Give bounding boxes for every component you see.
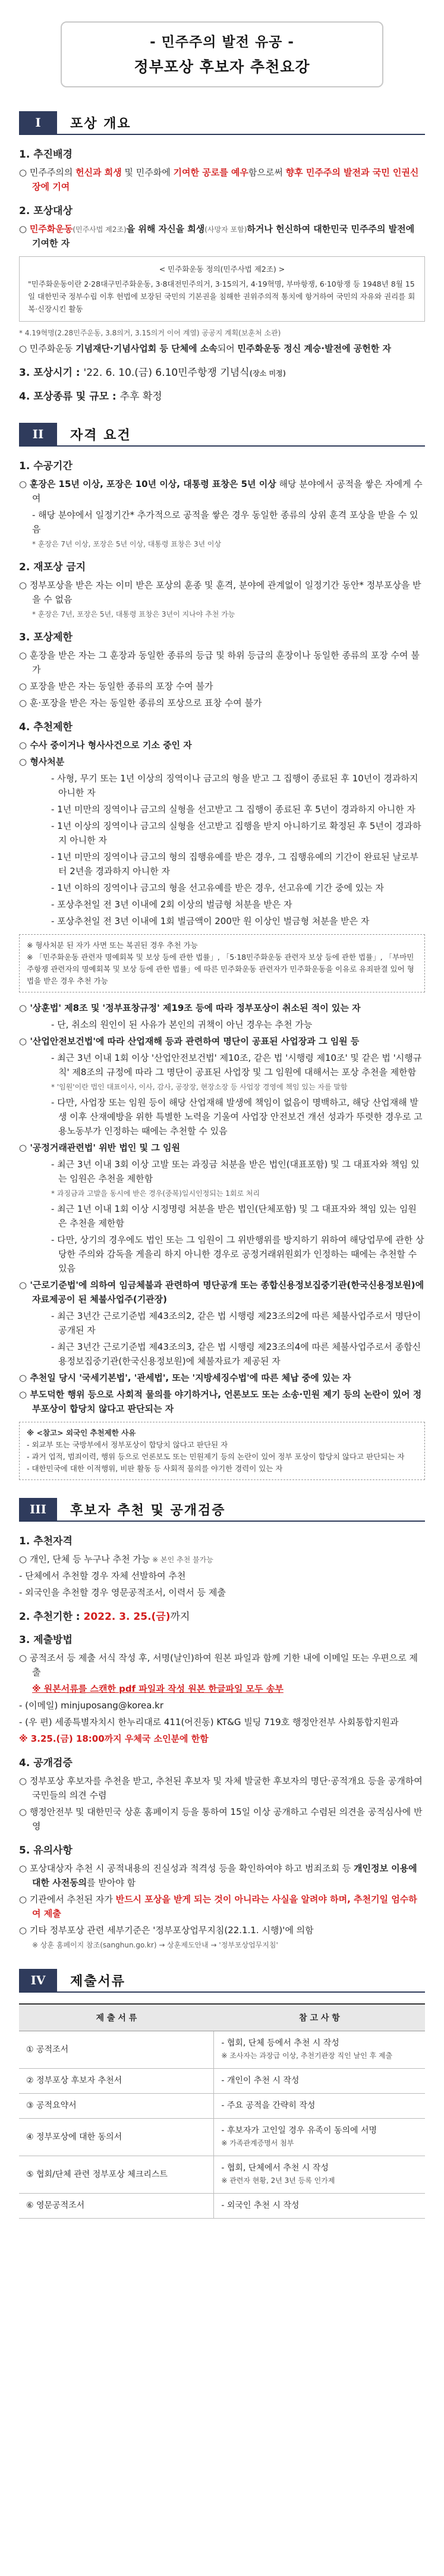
document-note: - 주요 공적을 간략히 작성	[221, 2101, 316, 2110]
criminal-note-box	[19, 934, 425, 992]
table-row	[19, 2119, 425, 2156]
wage-item: - 최근 3년간 근로기준법 제43조의2, 같은 법 시행령 제23조의2에 따른 체불사업주로서 명단이 공개된 자	[51, 1311, 421, 1336]
restriction-3: ○ 훈·포장을 받은 자는 동일한 종류의 포상으로 표창 수여 불가	[19, 698, 262, 708]
limit-criminal: ○ 형사처분	[19, 756, 65, 767]
safety-item: - 최근 3년 이내 1회 이상 '산업안전보건법' 제10조, 같은 법 '시행령 제10조' 및 같은 법 '시행규칙' 제8조의 규정에 따라 그 명단이 공표된 사업장 및 그 임원에 대해서는 포상 추천을 제한함	[51, 1053, 422, 1077]
service-period-text: ○ 훈장은 15년 이상, 포장은 10년 이상, 대통령 표창은 5년 이상 해당 분야에서 공적을 쌓은 자에게 수여	[19, 479, 423, 504]
column-header-notes: 참 고 사 항	[214, 2004, 425, 2031]
safety-item: - 다만, 사업장 또는 임원 등이 해당 산업재해 발생에 책임이 없음이 명백하고, 해당 산업재해 발생 이후 산재예방을 위한 특별한 노력을 기울여 사업장 안전보건 개선 성과가 뚜렷한 경우로 고용노동부가 인정하는 때에는 추천할 수 있음	[51, 1097, 423, 1136]
section-title: 포상 개요	[70, 116, 131, 131]
document-note-cell	[214, 2069, 425, 2094]
cancelled-exception: - 단, 취소의 원인이 된 사유가 본인의 귀책이 아닌 경우는 추천 가능	[51, 1019, 313, 1030]
section-header-documents	[19, 1969, 425, 1993]
precaution-3: ○ 기타 정부포상 관련 세부기준은 '정부포상업무지침(22.1.1. 시행)'에 의함	[19, 1925, 314, 1936]
heading-public-verification: 4. 공개검증	[19, 1757, 73, 1769]
heading-timing: 3. 포상시기 : '22. 6. 10.(금) 6.10민주항쟁 기념식(장소 미정)	[19, 367, 286, 379]
eligibility-text: ○ 개인, 단체 등 누구나 추천 가능 ※ 본인 추천 불가능	[19, 1554, 213, 1565]
document-name: ④ 정부포상에 대한 동의서	[19, 2119, 214, 2156]
document-subtitle: - 민주주의 발전 유공 -	[150, 34, 294, 50]
foreigner-reference-item: - 과거 업적, 범죄이력, 행위 등으로 언론보도 또는 민원제기 등의 논란이 있어 정부 포상이 합당치 않다고 판단되는 자	[27, 1452, 405, 1461]
verification-text-2: ○ 행정안전부 및 대한민국 상훈 홈페이지 등을 통하여 15일 이상 공개하고 수렴된 의견을 공적심사에 반영	[19, 1807, 423, 1832]
submission-email[interactable]: - (이메일) minjuposang@korea.kr	[19, 1700, 164, 1711]
definition-note: * 4.19혁명(2.28민주운동, 3.8의거, 3.15의거 이어 계열) 공공지 계획(보훈처 소관)	[19, 329, 281, 337]
document-name: ⑤ 협회/단체 관련 정부포상 체크리스트	[19, 2156, 214, 2194]
foreigner-reference-heading: ※ <참고> 외국인 추천제한 사유	[27, 1428, 136, 1437]
heading-eligibility: 1. 추천자격	[19, 1535, 73, 1547]
section-header-qualifications	[19, 423, 425, 447]
title-box	[61, 21, 383, 87]
limit-cancelled: ○ '상훈법' 제8조 및 '정부표창규정' 제19조 등에 따라 정부포상이 취소된 적이 있는 자	[19, 1003, 361, 1013]
target-text-2: ○ 민주화운동 기념재단·기념사업회 등 단체에 소속되어 민주화운동 정신 계승·발전에 공헌한 자	[19, 343, 391, 354]
section-header-recommendation	[19, 1498, 425, 1522]
document-name: ⑥ 영문공적조서	[19, 2194, 214, 2219]
fair-trade-item: - 다만, 상기의 경우에도 법인 또는 그 임원이 그 위반행위를 방지하기 위하여 해당업무에 관한 상당한 주의와 감독을 게을리 하지 아니한 경우로 공정거래위원회가 인정하는 때에는 추천할 수 있음	[51, 1234, 424, 1274]
precaution-2: ○ 기관에서 추천된 자가 반드시 포상을 받게 되는 것이 아니라는 사실을 알려야 하며, 추천기일 엄수하여 제출	[19, 1894, 417, 1919]
submission-note: ※ 원본서류를 스캔한 pdf 파일과 작성 원본 한글파일 모두 송부	[32, 1683, 284, 1694]
document-note-sub: ※ 가족관계증명서 첨부	[221, 2139, 294, 2147]
document-title: 정부포상 후보자 추천요강	[134, 58, 310, 76]
document-note-cell	[214, 2031, 425, 2069]
document-note-cell	[214, 2194, 425, 2219]
definition-body: "민주화운동이란 2·28대구민주화운동, 3·8대전민주의거, 3·15의거, 4·19혁명, 부마항쟁, 6·10항쟁 등 1948년 8월 15일 대한민국 정부수립 이후 헌법에 보장된 국민의 기본권을 침해한 권위주의적 통치에 항거하여 국민의 자유와 권리를 회복·신장시킨 활동	[28, 279, 415, 313]
background-text: ○ 민주주의의 헌신과 희생 및 민주화에 기여한 공로를 예우함으로써 향후 민주주의 발전과 국민 인권신장에 기여	[19, 167, 419, 192]
document-note: - 협회, 단체에서 추천 시 작성	[221, 2163, 329, 2173]
wage-item: - 최근 3년간 근로기준법 제43조의3, 같은 법 시행령 제23조의4에 따른 체불사업주로서 종합신용정보집중기관(한국신용정보원)에 체불자료가 제공된 자	[51, 1342, 421, 1366]
table-row	[19, 2194, 425, 2219]
target-text-1: ○ 민주화운동(민주사법 제2조)을 위해 자신을 희생(사망자 포함)하거나 헌신하여 대한민국 민주주의 발전에 기여한 자	[19, 224, 415, 249]
restriction-1: ○ 훈장을 받은 자는 그 훈장과 동일한 종류의 등급 및 하위 등급의 훈장이나 동일한 종류의 포장 수여 불가	[19, 650, 420, 675]
foreigner-reference-item: - 외교부 또는 국방부에서 정부포상이 합당치 않다고 판단된 자	[27, 1440, 228, 1449]
section-number: II	[19, 423, 57, 445]
precaution-note: ※ 상훈 홈페이지 참조(sanghun.go.kr) → 상훈제도안내 → '정부포상업무지침'	[32, 1941, 278, 1949]
document-name: ① 공적조서	[19, 2031, 214, 2069]
foreigner-reference-item: - 대한민국에 대한 이적행위, 비판 활동 등 사회적 물의를 야기한 경력이 있는 자	[27, 1464, 283, 1473]
heading-recommend-limits: 4. 추천제한	[19, 721, 73, 733]
safety-note: * '임원'이란 법인 대표이사, 이사, 감사, 공장장, 현장소장 등 사업장 경영에 책임 있는 자를 말함	[51, 1083, 348, 1091]
note-pardon: ※ 형사처분 된 자가 사면 또는 복권된 경우 추천 가능	[27, 941, 198, 950]
table-row	[19, 2094, 425, 2119]
criminal-item: - 사형, 무기 또는 1년 이상의 징역이나 금고의 형을 받고 그 집행이 종료된 후 10년이 경과하지 아니한 자	[51, 773, 418, 798]
document-note: - 개인이 추천 시 작성	[221, 2076, 300, 2085]
table-row	[19, 2069, 425, 2094]
note-democracy-act: ※ 「민주화운동 관련자 명예회복 및 보상 등에 관한 법률」, 「5·18민주화운동 관련자 보상 등에 관한 법률」, 「부마민주항쟁 관련자의 명예회복 및 보상 등에 관한 법률」에 따른 민주화운동 관련자가 민주화운동을 이유로 유죄판결 있어 형법을 받은 경우 추천 가능	[27, 953, 414, 985]
section-title: 후보자 추천 및 공개검증	[70, 1503, 226, 1518]
criminal-item: - 1년 미만의 징역이나 금고의 실형을 선고받고 그 집행이 종료된 후 5년이 경과하지 아니한 자	[51, 804, 415, 815]
foreigner-reference-box	[19, 1422, 425, 1480]
heading-target: 2. 포상대상	[19, 205, 73, 217]
limit-industrial-safety: ○ '산업안전보건법'에 따라 산업재해 등과 관련하여 명단이 공표된 사업장과 그 임원 등	[19, 1036, 360, 1047]
document-note: - 후보자가 고인일 경우 유족이 동의에 서명	[221, 2126, 377, 2135]
criminal-item: - 포상추천일 전 3년 이내에 1회 벌금액이 200만 원 이상인 벌금형 처분을 받은 자	[51, 916, 370, 926]
eligibility-sub: - 외국인을 추천할 경우 영문공적조서, 이력서 등 제출	[19, 1587, 226, 1598]
document-name: ② 정부포상 후보자 추천서	[19, 2069, 214, 2094]
document-name: ③ 공적요약서	[19, 2094, 214, 2119]
documents-table	[19, 2003, 425, 2219]
document-note: - 협회, 단체 등에서 추천 시 작성	[221, 2038, 339, 2048]
service-period-note: * 훈장은 7년 이상, 포장은 5년 이상, 대통령 표창은 3년 이상	[32, 540, 222, 548]
section-number: IV	[19, 1969, 57, 1991]
limit-fair-trade: ○ '공정거래관련법' 위반 법인 및 그 임원	[19, 1142, 180, 1153]
service-period-sub: - 해당 분야에서 일정기간* 추가적으로 공적을 쌓은 경우 동일한 종류의 상위 훈격 포상을 받을 수 있음	[32, 510, 418, 535]
criminal-item: - 1년 미만의 징역이나 금고의 형의 집행유예를 받은 경우, 그 집행유예의 기간이 완료된 날로부터 2년을 경과하지 아니한 자	[51, 852, 418, 877]
document-note: - 외국인 추천 시 작성	[221, 2201, 300, 2210]
section-title: 제출서류	[70, 1974, 126, 1989]
document-note-cell	[214, 2156, 425, 2194]
heading-no-repeat: 2. 재포상 금지	[19, 561, 86, 573]
definition-box	[19, 256, 425, 322]
criminal-item: - 1년 이하의 징역이나 금고의 형을 선고유예를 받은 경우, 선고유예 기간 중에 있는 자	[51, 882, 384, 893]
heading-service-period: 1. 수공기간	[19, 460, 73, 472]
limit-wage-arrears: ○ '근로기준법'에 의하여 임금체불과 관련하여 명단공개 또는 종합신용정보집중기관(한국신용정보원)에 자료제공이 된 체불사업주(기관장)	[19, 1280, 424, 1305]
heading-kinds: 4. 포상종류 및 규모 : 추후 확정	[19, 391, 162, 403]
documents-table-body	[19, 2031, 425, 2219]
heading-restrictions: 3. 포상제한	[19, 632, 73, 643]
limit-investigation: ○ 수사 중이거나 형사사건으로 기소 중인 자	[19, 740, 192, 750]
limit-tax-arrears: ○ 추천일 당시 '국세기본법', '관세법', 또는 '지방세징수법'에 따른 체납 중에 있는 자	[19, 1372, 351, 1383]
criminal-item: - 1년 이상의 징역이나 금고의 실형을 선고받고 집행을 받지 아니하기로 확정된 후 5년이 경과하지 아니한 자	[51, 821, 421, 846]
heading-deadline: 2. 추천기한 : 2022. 3. 25.(금)까지	[19, 1611, 190, 1623]
eligibility-sub: - 단체에서 추천할 경우 자체 선발하여 추천	[19, 1570, 186, 1581]
submission-address: - (우 편) 세종특별자치시 한누리대로 411(어진동) KT&G 빌딩 719호 행정안전부 사회통합지원과	[19, 1717, 399, 1727]
verification-text-1: ○ 정부포상 후보자를 추천을 받고, 추천된 후보자 및 자체 발굴한 후보자의 명단·공적개요 등을 공개하여 국민들의 의견 수렴	[19, 1776, 423, 1801]
document-note-cell	[214, 2094, 425, 2119]
section-number: I	[19, 111, 57, 134]
document-note-sub: ※ 조사자는 과장급 이상, 추천기관장 직인 날인 후 제출	[221, 2052, 393, 2060]
fair-trade-item: - 최근 3년 이내 3회 이상 고발 또는 과징금 처분을 받은 법인(대표포함) 및 그 대표자와 책임 있는 임원은 추천을 제한함	[51, 1159, 420, 1184]
table-row	[19, 2156, 425, 2194]
heading-background: 1. 추진배경	[19, 149, 73, 161]
document-note-cell	[214, 2119, 425, 2156]
no-repeat-text: ○ 정부포상을 받은 자는 이미 받은 포상의 훈종 및 훈격, 분야에 관계없이 일정기간 동안* 정부포상을 받을 수 없음	[19, 580, 421, 605]
submission-text: ○ 공적조서 등 제출 서식 작성 후, 서명(날인)하여 원본 파일과 함께 기한 내에 이메일 또는 우편으로 제출	[19, 1653, 418, 1677]
heading-precautions: 5. 유의사항	[19, 1845, 73, 1856]
definition-heading: < 민주화운동 정의(민주사법 제2조) >	[159, 265, 285, 274]
limit-misconduct: ○ 부도덕한 행위 등으로 사회적 물의를 야기하거나, 언론보도 또는 소송·민원 제기 등의 논란이 있어 정부포상이 합당치 않다고 판단되는 자	[19, 1389, 422, 1414]
document-note-sub: ※ 관련자 현황, 2년 3년 등록 인가제	[221, 2176, 335, 2185]
restriction-2: ○ 포장을 받은 자는 동일한 종류의 포장 수여 불가	[19, 681, 213, 692]
heading-submission: 3. 제출방법	[19, 1634, 73, 1646]
section-number: III	[19, 1498, 57, 1521]
table-row	[19, 2031, 425, 2069]
criminal-item: - 포상추천일 전 3년 이내에 2회 이상의 벌금형 처분을 받은 자	[51, 899, 292, 910]
section-title: 자격 요건	[70, 428, 131, 443]
fair-trade-item: - 최근 1년 이내 1회 이상 시정명령 처분을 받은 법인(단체포함) 및 그 대표자와 책임 있는 임원은 추천을 제한함	[51, 1204, 417, 1229]
precaution-1: ○ 포상대상자 추천 시 공적내용의 진실성과 적격성 등을 확인하여야 하고 범죄조회 등 개인정보 이용에 대한 사전동의를 받아야 함	[19, 1863, 417, 1888]
fair-trade-note: * 과징금과 고발을 동시에 받은 경우(중복)일시인정되는 1회로 처리	[51, 1189, 260, 1198]
no-repeat-note: * 훈장은 7년, 포장은 5년, 대통령 표창은 3년이 지나야 추천 가능	[32, 610, 235, 618]
column-header-document: 제 출 서 류	[19, 2004, 214, 2031]
section-header-overview	[19, 111, 425, 135]
submission-postmark: ※ 3.25.(금) 18:00까지 우체국 소인분에 한함	[19, 1733, 209, 1744]
